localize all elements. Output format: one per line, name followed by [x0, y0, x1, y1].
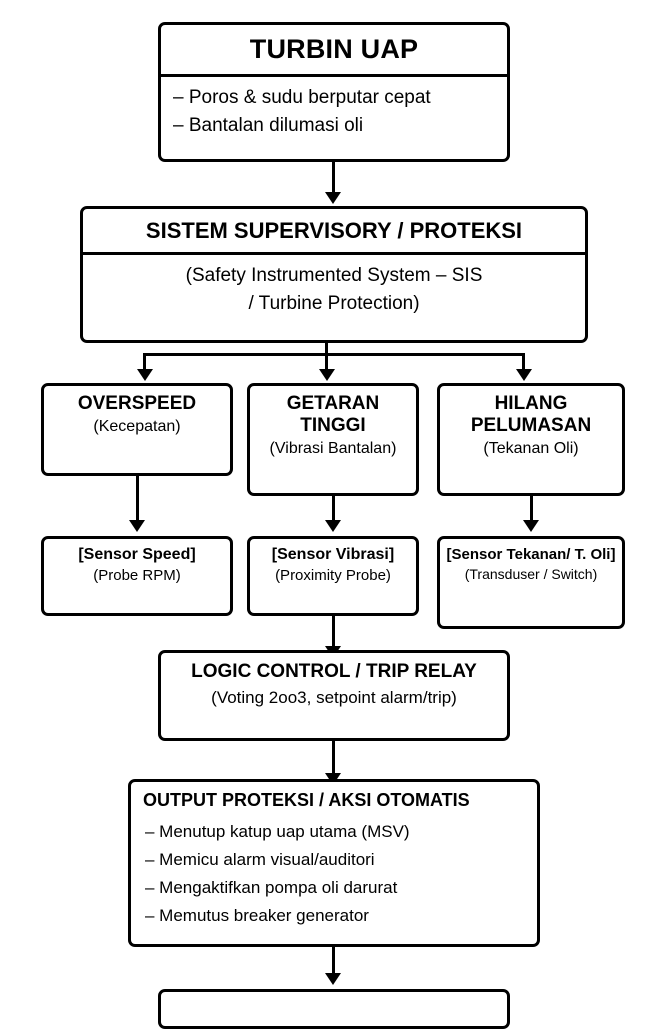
node-next-partial	[158, 989, 510, 1029]
node-getaran-tinggi-body: (Vibrasi Bantalan)	[269, 439, 397, 457]
node-turbin-uap	[158, 22, 510, 162]
node-hilang-pelumasan	[437, 383, 625, 496]
node-sensor-tekanan-oli-title: [Sensor Tekanan/ T. Oli]	[446, 546, 616, 563]
node-sensor-speed-body: (Probe RPM)	[93, 567, 181, 585]
node-sensor-vibrasi-body: (Proximity Probe)	[275, 567, 391, 585]
node-output-proteksi-body: – Menutup katup uap utama (MSV) – Memicu alarm visual/auditori – Mengaktifkan pompa oli darurat – Memutus breaker generator	[145, 821, 410, 925]
node-hilang-pelumasan-body: (Tekanan Oli)	[483, 439, 579, 457]
node-sensor-vibrasi-title: [Sensor Vibrasi]	[271, 546, 395, 563]
node-sensor-vibrasi	[247, 536, 419, 616]
node-turbin-uap-body: – Poros & sudu berputar cepat – Bantalan dilumasi oli	[173, 87, 431, 136]
node-getaran-tinggi	[247, 383, 419, 496]
node-sensor-tekanan-oli	[437, 536, 625, 629]
node-sistem-supervisory-body: (Safety Instrumented System – SIS / Turbine Protection)	[185, 265, 483, 314]
node-logic-control-title: LOGIC CONTROL / TRIP RELAY	[191, 661, 477, 682]
node-sensor-speed-title: [Sensor Speed]	[78, 546, 196, 563]
node-sensor-speed	[41, 536, 233, 616]
node-sistem-supervisory	[80, 206, 588, 343]
node-output-proteksi-title: OUTPUT PROTEKSI / AKSI OTOMATIS	[143, 790, 470, 810]
arrow-sis-branch	[130, 343, 540, 383]
node-logic-control	[158, 650, 510, 741]
node-overspeed	[41, 383, 233, 476]
arrow-turbin-to-sis	[325, 162, 341, 206]
node-overspeed-title: OVERSPEED	[77, 393, 197, 414]
arrow-overspeed-to-sensor	[129, 476, 145, 538]
arrow-pelumasan-to-sensor	[523, 496, 539, 538]
arrow-getaran-to-sensor	[325, 496, 341, 538]
node-turbin-uap-title: TURBIN UAP	[249, 34, 419, 64]
node-hilang-pelumasan-title: HILANG PELUMASAN	[470, 393, 592, 436]
node-overspeed-body: (Kecepatan)	[93, 417, 181, 435]
node-sensor-tekanan-oli-body: (Transduser / Switch)	[464, 566, 598, 583]
node-logic-control-body: (Voting 2oo3, setpoint alarm/trip)	[211, 687, 457, 707]
node-sistem-supervisory-title: SISTEM SUPERVISORY / PROTEKSI	[145, 218, 523, 243]
node-output-proteksi	[128, 779, 540, 947]
node-getaran-tinggi-title: GETARAN TINGGI	[286, 393, 380, 436]
arrow-output-to-next	[325, 947, 341, 989]
